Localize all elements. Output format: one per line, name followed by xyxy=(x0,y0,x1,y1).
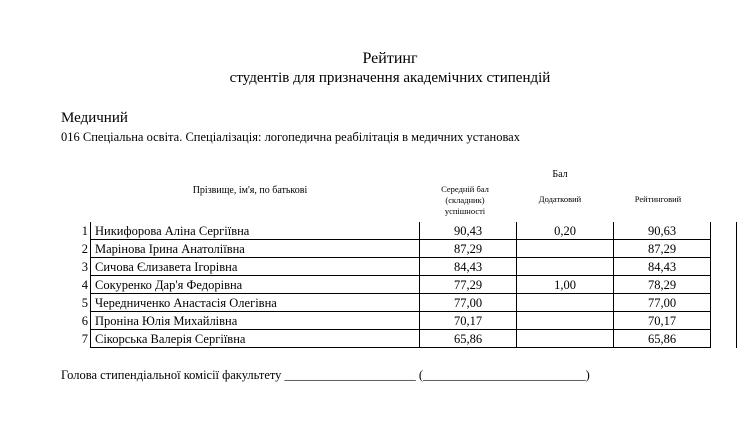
average-score: 87,29 xyxy=(420,240,517,258)
rating-score: 78,29 xyxy=(614,276,711,294)
student-name: Сокуренко Дар'я Федорівна xyxy=(91,276,420,294)
empty-cell xyxy=(711,240,737,258)
average-score: 77,29 xyxy=(420,276,517,294)
empty-cell xyxy=(711,222,737,240)
rating-score: 77,00 xyxy=(614,294,711,312)
commission-signature-line: Голова стипендіальної комісії факультету _____________________ (__________________________) xyxy=(61,368,590,382)
document-subtitle: студентів для призначення академічних стипендій xyxy=(229,70,551,86)
faculty-name: Медичний xyxy=(61,110,128,126)
empty-cell xyxy=(711,312,737,330)
header-name: Прізвище, ім'я, по батькові xyxy=(192,185,308,196)
rating-score: 87,29 xyxy=(614,240,711,258)
header-bal: Бал xyxy=(552,169,568,180)
additional-score xyxy=(517,294,614,312)
table-row xyxy=(60,276,737,294)
table-row xyxy=(60,294,737,312)
student-name: Никифорова Аліна Сергіївна xyxy=(91,222,420,240)
empty-cell xyxy=(711,294,737,312)
additional-score xyxy=(517,312,614,330)
rating-score: 65,86 xyxy=(614,330,711,348)
document-title: Рейтинг xyxy=(362,50,418,67)
row-number: 4 xyxy=(60,276,91,294)
row-number: 5 xyxy=(60,294,91,312)
additional-score: 1,00 xyxy=(517,276,614,294)
row-number: 2 xyxy=(60,240,91,258)
header-average-line2: (складник) xyxy=(445,195,485,205)
rating-score: 84,43 xyxy=(614,258,711,276)
table-row xyxy=(60,330,737,348)
additional-score xyxy=(517,240,614,258)
empty-cell xyxy=(711,258,737,276)
student-name: Чередниченко Анастасія Олегівна xyxy=(91,294,420,312)
table-row xyxy=(60,312,737,330)
header-average-line3: успішності xyxy=(444,206,486,216)
rating-score: 70,17 xyxy=(614,312,711,330)
header-rating: Рейтинговий xyxy=(634,194,682,204)
row-number: 6 xyxy=(60,312,91,330)
student-name: Проніна Юлія Михайлівна xyxy=(91,312,420,330)
additional-score: 0,20 xyxy=(517,222,614,240)
table-row xyxy=(60,240,737,258)
table-row xyxy=(60,258,737,276)
additional-score xyxy=(517,330,614,348)
average-score: 77,00 xyxy=(420,294,517,312)
average-score: 65,86 xyxy=(420,330,517,348)
header-average-line1: Середній бал xyxy=(441,184,489,194)
additional-score xyxy=(517,258,614,276)
row-number: 7 xyxy=(60,330,91,348)
row-number: 3 xyxy=(60,258,91,276)
student-name: Сичова Єлизавета Ігорівна xyxy=(91,258,420,276)
rating-score: 90,63 xyxy=(614,222,711,240)
header-average xyxy=(425,184,505,217)
header-additional: Додатковий xyxy=(538,194,582,204)
average-score: 84,43 xyxy=(420,258,517,276)
ratings-table xyxy=(60,222,737,348)
student-name: Сікорська Валерія Сергіївна xyxy=(91,330,420,348)
student-name: Марінова Ірина Анатоліївна xyxy=(91,240,420,258)
specialty-name: 016 Спеціальна освіта. Спеціалізація: логопедична реабілітація в медичних установах xyxy=(61,130,520,144)
table-row xyxy=(60,222,737,240)
average-score: 90,43 xyxy=(420,222,517,240)
empty-cell xyxy=(711,330,737,348)
empty-cell xyxy=(711,276,737,294)
row-number: 1 xyxy=(60,222,91,240)
average-score: 70,17 xyxy=(420,312,517,330)
